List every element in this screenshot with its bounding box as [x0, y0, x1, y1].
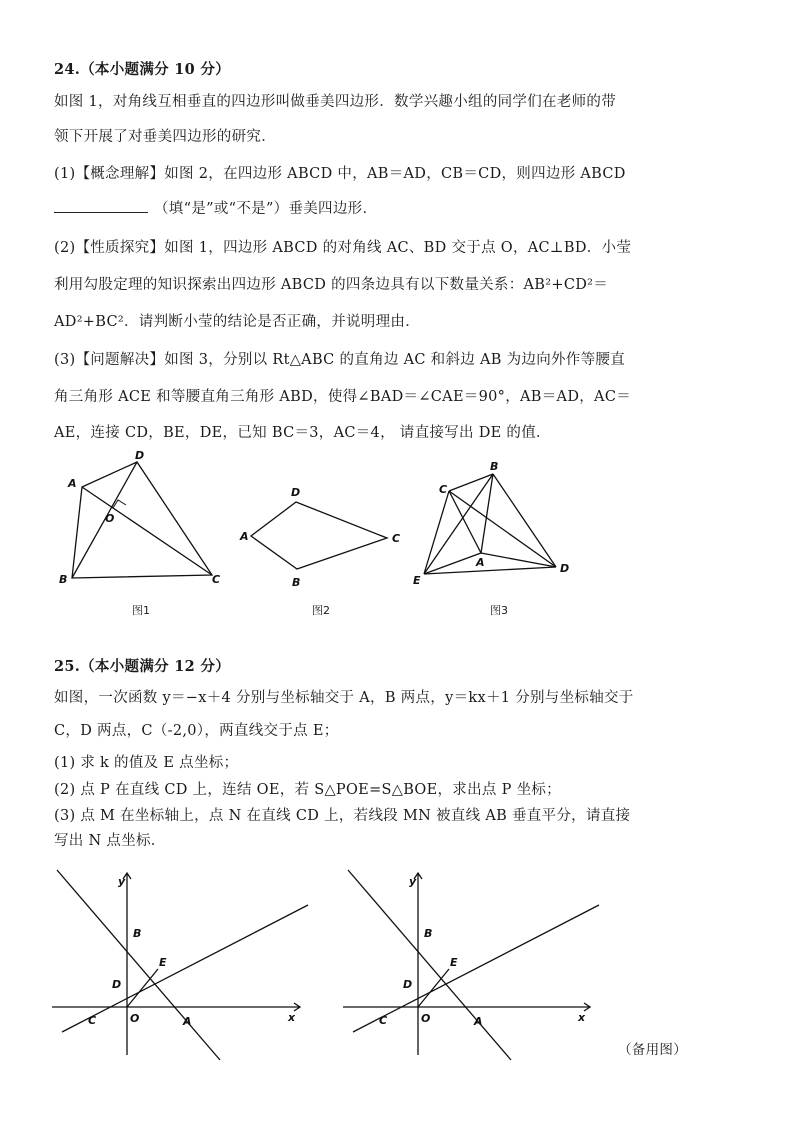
spare-figure-caption: （备用图） — [618, 1042, 687, 1058]
q24-part2-line1: (2)【性质探究】如图 1，四边形 ABCD 的对角线 AC、BD 交于点 O，AC⊥BD．小莹 — [54, 240, 632, 256]
q24-part3-line3: AE，连接 CD，BE，DE，已知 BC＝3，AC＝4， 请直接写出 DE 的值． — [54, 425, 551, 441]
q25-part1: (1) 求 k 的值及 E 点坐标； — [54, 755, 239, 771]
q24-part3-line2: 角三角形 ACE 和等腰直角三角形 ABD，使得∠BAD＝∠CAE＝90°，AB＝AD，AC＝ — [54, 389, 632, 405]
graph2-line-cd — [353, 905, 599, 1032]
q25-part3-line1: (3) 点 M 在坐标轴上，点 N 在直线 CD 上，若线段 MN 被直线 AB 垂直平分，请直接 — [54, 808, 631, 824]
graph1-label-b: B — [133, 927, 142, 940]
fig1-label-d: D — [135, 449, 145, 462]
graph2-seg-oe — [418, 969, 449, 1007]
q24-part2-line2: 利用勾股定理的知识探索出四边形 ABCD 的四条边具有以下数量关系：AB²+CD²＝ — [54, 277, 609, 293]
fig3-label-d: D — [560, 562, 570, 575]
graph1-label-x: x — [288, 1011, 296, 1024]
q24-part3-line1: (3)【问题解决】如图 3，分别以 Rt△ABC 的直角边 AC 和斜边 AB 为边向外作等腰直 — [54, 352, 626, 368]
graph2-label-c: C — [379, 1014, 388, 1027]
q24-header: 24.（本小题满分 10 分） — [54, 61, 230, 78]
q24-part1-line1: (1)【概念理解】如图 2，在四边形 ABCD 中，AB＝AD，CB＝CD，则四边形 ABCD — [54, 166, 626, 182]
fig1-caption: 图1 — [132, 604, 150, 617]
q25-intro-line1: 如图，一次函数 y＝−x＋4 分别与坐标轴交于 A，B 两点，y＝kx＋1 分别与坐标轴交于 — [54, 690, 634, 706]
fig3-label-e: E — [413, 574, 421, 587]
fig1-label-b: B — [59, 573, 68, 586]
q25-part3-line2: 写出 N 点坐标． — [54, 833, 166, 849]
graph1-label-c: C — [88, 1014, 97, 1027]
graph1-label-a: A — [183, 1015, 192, 1028]
graph1-label-e: E — [159, 956, 167, 969]
q24-intro-line1: 如图 1，对角线互相垂直的四边形叫做垂美四边形．数学兴趣小组的同学们在老师的带 — [54, 94, 617, 110]
q24-part2-line3: AD²+BC²．请判断小莹的结论是否正确，并说明理由． — [54, 314, 420, 330]
fig1-label-o: O — [105, 512, 115, 525]
fig3-caption: 图3 — [490, 604, 508, 617]
graph2-label-b: B — [424, 927, 433, 940]
q25-header: 25.（本小题满分 12 分） — [54, 658, 230, 675]
graph1-label-y: y — [118, 875, 126, 888]
fig2-label-a: A — [240, 530, 249, 543]
graph1-label-o: O — [130, 1012, 140, 1025]
graph2-label-y: y — [409, 875, 417, 888]
fig2-label-c: C — [392, 532, 401, 545]
graph2-label-d: D — [403, 978, 413, 991]
fig2-caption: 图2 — [312, 604, 330, 617]
fig2-label-b: B — [292, 576, 301, 589]
fig2-label-d: D — [291, 486, 301, 499]
fig1-label-c: C — [212, 573, 221, 586]
q24-part1-line2-text: （填“是”或“不是”）垂美四边形． — [154, 201, 378, 217]
q24-intro-line2: 领下开展了对垂美四边形的研究． — [54, 129, 276, 145]
fig1-label-a: A — [68, 477, 77, 490]
fig3-label-a: A — [476, 556, 485, 569]
q25-intro-line2: C，D 两点，C（-2,0），两直线交于点 E； — [54, 723, 339, 739]
graph1-label-d: D — [112, 978, 122, 991]
fig3-label-c: C — [439, 483, 448, 496]
graph2-label-o: O — [421, 1012, 431, 1025]
graph2-label-e: E — [450, 956, 458, 969]
q25-part2: (2) 点 P 在直线 CD 上，连结 OE，若 S△POE=S△BOE，求出点 P 坐标； — [54, 782, 561, 798]
fig3-label-b: B — [490, 460, 499, 473]
graph2-label-x: x — [578, 1011, 586, 1024]
graph2-line-ab — [348, 870, 511, 1060]
graph2-label-a: A — [474, 1015, 483, 1028]
